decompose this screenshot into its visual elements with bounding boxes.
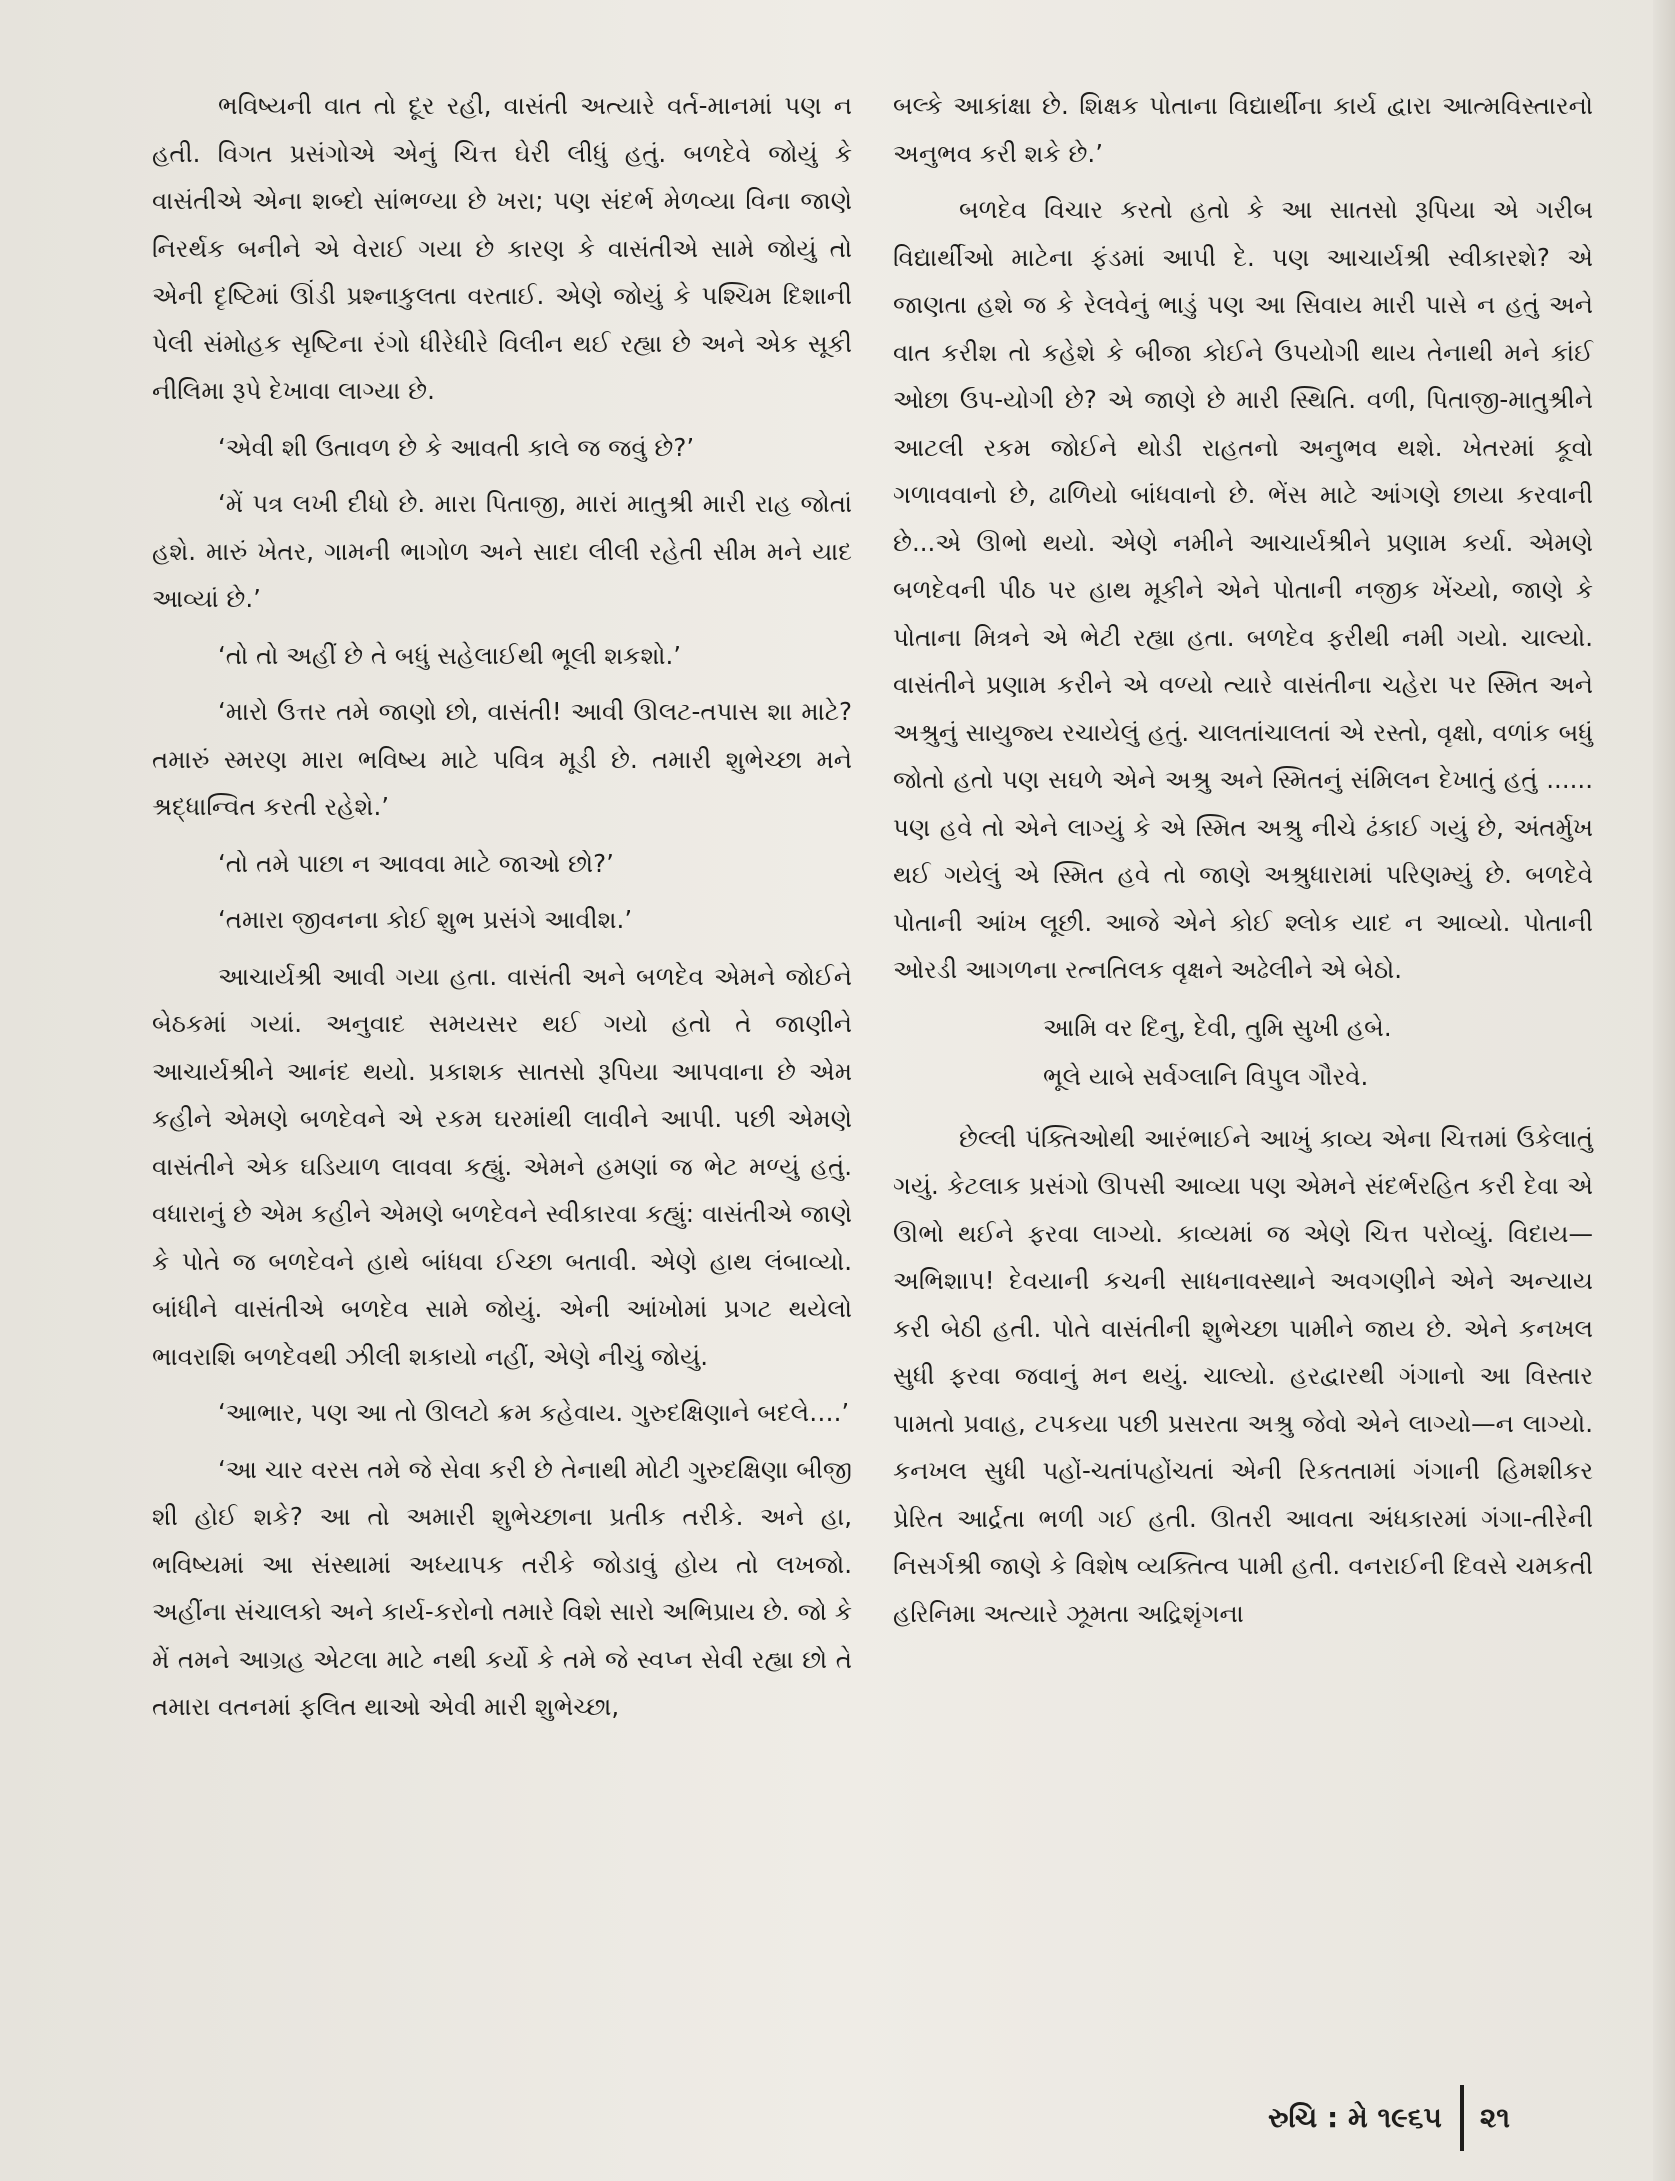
dialogue-line: ‘આ ચાર વરસ તમે જે સેવા કરી છે તેનાથી મોટી ગુરુદક્ષિણા બીજી શી હોઈ શકે? આ તો અમારી શુભેચ્છાના પ્રતીક તરીકે. અને હા, ભવિષ્યમાં આ સંસ્થામાં અધ્યાપક તરીકે જોડાવું હોય તો લખજો. અહીંના સંચાલકો અને કાર્ય-કરોનો તમારે વિશે સારો અભિપ્રાય છે. જો કે મેં તમને આગ્રહ એટલા માટે નથી કર્યો કે તમે જે સ્વપ્ન સેવી રહ્યા છો તે તમારા વતનમાં ફલિત થાઓ એવી મારી શુભેચ્છા, — [152, 1454, 852, 1721]
issue-label: રુચિ : મે ૧૯૬૫ — [1268, 2101, 1442, 2134]
footer-divider — [1460, 2085, 1464, 2151]
dialogue-line: ‘તમારા જીવનના કોઈ શુભ પ્રસંગે આવીશ.’ — [218, 905, 633, 934]
page-edge-shadow — [1653, 0, 1675, 2181]
paragraph: છેલ્લી પંક્તિઓથી આરંભાઈને આખું કાવ્ય એના ચિત્તમાં ઉકેલાતું ગયું. કેટલાક પ્રસંગો ઊપસી આવ્યા પણ એમને સંદર્ભરહિત કરી દેવા એ ઊભો થઈને ફરવા લાગ્યો. કાવ્યમાં જ એણે ચિત્ત પરોવ્યું. વિદાય—અભિશાપ! દેવયાની કચની સાધનાવસ્થાને અવગણીને એને અન્યાય કરી બેઠી હતી. પોતે વાસંતીની શુભેચ્છા પામીને જાય છે. એને કનખલ સુધી ફરવા જવાનું મન થયું. ચાલ્યો. હરદ્વારથી ગંગાનો આ વિસ્તાર પામતો પ્રવાહ, ટપકયા પછી પ્રસરતા અશ્રુ જેવો એને લાગ્યો—ન લાગ્યો. કનખલ સુધી પહોં-ચતાંપહોંચતાં એની રિકતતામાં ગંગાની હિમશીકર પ્રેરિત આર્દ્રતા ભળી ગઈ હતી. ઊતરી આવતા અંધકારમાં ગંગા-તીરેની નિસર્ગશ્રી જાણે કે વિશેષ વ્યક્તિત્વ પામી હતી. વનરાઈની દિવસે ચમકતી હરિનિમા અત્યારે ઝૂમતા અદ્રિશૃંગના — [893, 1123, 1593, 1628]
dialogue-line: ‘તો તમે પાછા ન આવવા માટે જાઓ છો?’ — [218, 848, 614, 878]
verse-line: ભૂલે યાબે સર્વગ્લાનિ વિપુલ ગૌરવે. — [1043, 1061, 1369, 1091]
verse-quote — [893, 1003, 1593, 1101]
dialogue-line: ‘મેં પત્ર લખી દીધો છે. મારા પિતાજી, મારાં માતુશ્રી મારી રાહ જોતાં હશે. મારું ખેતર, ગામની ભાગોળ અને સાદા લીલી રહેતી સીમ મને યાદ આવ્યાં છે.’ — [152, 489, 852, 613]
dialogue-line: ‘એવી શી ઉતાવળ છે કે આવતી કાલે જ જવું છે?’ — [218, 432, 695, 462]
paragraph: આચાર્યશ્રી આવી ગયા હતા. વાસંતી અને બળદેવ એમને જોઈને બેઠકમાં ગયાં. અનુવાદ સમયસર થઈ ગયો હતો તે જાણીને આચાર્યશ્રીને આનંદ થયો. પ્રકાશક સાતસો રૂપિયા આપવાના છે એમ કહીને એમણે બળદેવને એ રકમ ઘરમાંથી લાવીને આપી. પછી એમણે વાસંતીને એક ઘડિયાળ લાવવા કહ્યું. એમને હમણાં જ ભેટ મળ્યું હતું. વધારાનું છે એમ કહીને એમણે બળદેવને સ્વીકારવા કહ્યું: વાસંતીએ જાણે કે પોતે જ બળદેવને હાથે બાંધવા ઈચ્છા બતાવી. એણે હાથ લંબાવ્યો. બાંધીને વાસંતીએ બળદેવ સામે જોયું. એની આંખોમાં પ્રગટ થયેલો ભાવરાશિ બળદેવથી ઝીલી શકાયો નહીં, એણે નીચું જોયું. — [152, 961, 852, 1371]
verse-line: આમિ વર દિનુ, દેવી, તુમિ સુખી હબે. — [1043, 1012, 1392, 1042]
left-column — [152, 82, 852, 1740]
dialogue-line: ‘મારો ઉત્તર તમે જાણો છો, વાસંતી! આવી ઊલટ-તપાસ શા માટે? તમારું સ્મરણ મારા ભવિષ્ય માટે પવિત્ર મૂડી છે. તમારી શુભેચ્છા મને શ્રદ્ધાન્વિત કરતી રહેશે.’ — [152, 697, 852, 821]
continued-paragraph: બલ્કે આકાંક્ષા છે. શિક્ષક પોતાના વિદ્યાર્થીના કાર્ય દ્વારા આત્મવિસ્તારનો અનુભવ કરી શકે છે.’ — [893, 91, 1593, 168]
page-footer — [1268, 2085, 1648, 2151]
paragraph: બળદેવ વિચાર કરતો હતો કે આ સાતસો રૂપિયા એ ગરીબ વિદ્યાર્થીઓ માટેના ફંડમાં આપી દે. પણ આચાર્યશ્રી સ્વીકારશે? એ જાણતા હશે જ કે રેલવેનું ભાડું પણ આ સિવાય મારી પાસે ન હતું અને વાત કરીશ તો કહેશે કે બીજા કોઈને ઉપયોગી થાય તેનાથી મને કાંઈ ઓછા ઉપ-યોગી છે? એ જાણે છે મારી સ્થિતિ. વળી, પિતાજી-માતુશ્રીને આટલી રકમ જોઈને થોડી રાહતનો અનુભવ થશે. ખેતરમાં કૂવો ગળાવવાનો છે, ઢાળિયો બાંધવાનો છે. ભેંસ માટે આંગણે છાયા કરવાની છે...એ ઊભો થયો. એણે નમીને આચાર્યશ્રીને પ્રણામ કર્યા. એમણે બળદેવની પીઠ પર હાથ મૂકીને એને પોતાની નજીક ખેંચ્યો, જાણે કે પોતાના મિત્રને એ ભેટી રહ્યા હતા. બળદેવ ફરીથી નમી ગયો. ચાલ્યો. વાસંતીને પ્રણામ કરીને એ વળ્યો ત્યારે વાસંતીના ચહેરા પર સ્મિત અને અશ્રુનું સાયુજ્ય રચાયેલું હતું. ચાલતાંચાલતાં એ રસ્તો, વૃક્ષો, વળાંક બધું જોતો હતો પણ સઘળે એને અશ્રુ અને સ્મિતનું સંમિલન દેખાતું હતું ...... પણ હવે તો એને લાગ્યું કે એ સ્મિત અશ્રુ નીચે ઢંકાઈ ગયું છે, અંતર્મુખ થઈ ગયેલું એ સ્મિત હવે તો જાણે અશ્રુધારામાં પરિણમ્યું છે. બળદેવે પોતાની આંખ લૂછી. આજે એને કોઈ શ્લોક યાદ ન આવ્યો. પોતાની ઓરડી આગળના રત્નતિલક વૃક્ષને અઢેલીને એ બેઠો. — [893, 195, 1593, 984]
dialogue-line: ‘તો તો અહીં છે તે બધું સહેલાઈથી ભૂલી શકશો.’ — [218, 640, 682, 670]
paragraph: ભવિષ્યની વાત તો દૂર રહી, વાસંતી અત્યારે વર્ત-માનમાં પણ ન હતી. વિગત પ્રસંગોએ એનું ચિત્ત ઘેરી લીધું હતું. બળદેવે જોયું કે વાસંતીએ એના શબ્દો સાંભળ્યા છે ખરા; પણ સંદર્ભ મેળવ્યા વિના જાણે નિરર્થક બનીને એ વેરાઈ ગયા છે કારણ કે વાસંતીએ સામે જોયું તો એની દૃષ્ટિમાં ઊંડી પ્રશ્નાકુલતા વરતાઈ. એણે જોયું કે પશ્ચિમ દિશાની પેલી સંમોહક સૃષ્ટિના રંગો ધીરેધીરે વિલીન થઈ રહ્યા છે અને એક સૂકી નીલિમા રૂપે દેખાવા લાગ્યા છે. — [152, 91, 852, 405]
dialogue-line: ‘આભાર, પણ આ તો ઊલટો ક્રમ કહેવાય. ગુરુદક્ષિણાને બદલે….’ — [218, 1398, 850, 1427]
right-column — [893, 82, 1593, 1646]
page-number: ૨૧ — [1479, 2101, 1510, 2134]
